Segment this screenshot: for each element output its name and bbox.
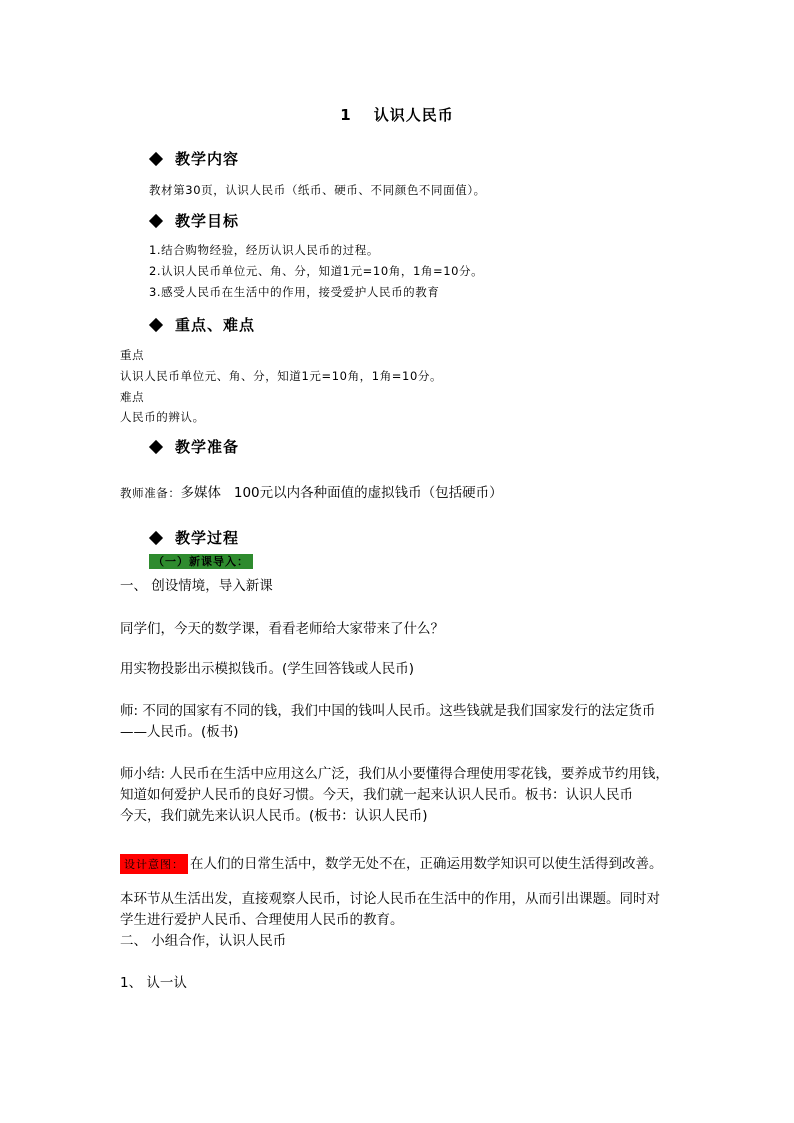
hard-label: 难点 xyxy=(120,390,145,404)
goal-item-2: 2.认识人民币单位元、角、分，知道1元=10角，1角=10分。 xyxy=(149,264,484,278)
diamond-bullet-icon xyxy=(149,317,163,331)
goal-item-1: 1.结合购物经验，经历认识人民币的过程。 xyxy=(149,243,379,257)
goal-item-3: 3.感受人民币在生活中的作用，接受爱护人民币的教育 xyxy=(149,285,440,299)
step2-title: 二、 小组合作，认识人民币 xyxy=(120,933,287,949)
paragraph-2: 用实物投影出示模拟钱币。(学生回答钱或人民币) xyxy=(120,661,415,677)
diamond-bullet-icon xyxy=(149,530,163,544)
diamond-bullet-icon xyxy=(149,439,163,453)
paragraph-4-line-3: 今天，我们就先来认识人民币。(板书：认识人民币) xyxy=(120,808,428,824)
design-intent-line xyxy=(120,852,663,874)
section-heading-process: 教学过程 xyxy=(149,527,239,548)
design-intent-tag: 设计意图： xyxy=(120,854,188,874)
key-label: 重点 xyxy=(120,348,145,362)
section-heading-content: 教学内容 xyxy=(149,148,239,169)
diamond-bullet-icon xyxy=(149,151,163,165)
paragraph-1: 同学们，今天的数学课，看看老师给大家带来了什么？ xyxy=(120,621,444,637)
section-heading-preparation: 教学准备 xyxy=(149,436,239,457)
section-heading-key-points: 重点、难点 xyxy=(149,314,255,335)
content-text: 教材第30页，认识人民币（纸币、硬币、不同颜色不同面值）。 xyxy=(149,183,486,197)
hard-text: 人民币的辨认。 xyxy=(120,410,205,424)
paragraph-4-line-1: 师小结: 人民币在生活中应用这么广泛，我们从小要懂得合理使用零花钱，要养成节约用钱， xyxy=(120,766,669,782)
key-text: 认识人民币单位元、角、分，知道1元=10角，1角=10分。 xyxy=(120,369,443,383)
stage-tag xyxy=(149,553,253,569)
section-heading-goals: 教学目标 xyxy=(149,210,239,231)
paragraph-3-line-2: ——人民币。(板书) xyxy=(120,724,239,740)
design-intent-text: 在人们的日常生活中，数学无处不在，正确运用数学知识可以使生活得到改善。 xyxy=(190,856,663,872)
paragraph-5-line-2: 学生进行爱护人民币、合理使用人民币的教育。 xyxy=(120,912,404,928)
diamond-bullet-icon xyxy=(149,213,163,227)
paragraph-4-line-2: 知道如何爱护人民币的良好习惯。今天，我们就一起来认识人民币。板书：认识人民币 xyxy=(120,787,633,803)
step1-title: 一、 创设情境，导入新课 xyxy=(120,578,273,594)
page-title xyxy=(0,104,794,125)
title-number: 1 xyxy=(340,106,352,124)
title-text: 认识人民币 xyxy=(373,106,454,124)
preparation-label: 教师准备： xyxy=(120,486,181,500)
paragraph-3-line-1: 师: 不同的国家有不同的钱，我们中国的钱叫人民币。这些钱就是我们国家发行的法定货币 xyxy=(120,703,656,719)
paragraph-5-line-1: 本环节从生活出发，直接观察人民币，讨论人民币在生活中的作用，从而引出课题。同时对 xyxy=(120,891,660,907)
preparation-text: 多媒体 100元以内各种面值的虚拟钱币（包括硬币） xyxy=(180,485,503,501)
step2-subtitle: 1、 认一认 xyxy=(120,975,187,991)
preparation-line xyxy=(120,481,503,501)
stage-tag-label: （一）新课导入： xyxy=(149,554,253,569)
